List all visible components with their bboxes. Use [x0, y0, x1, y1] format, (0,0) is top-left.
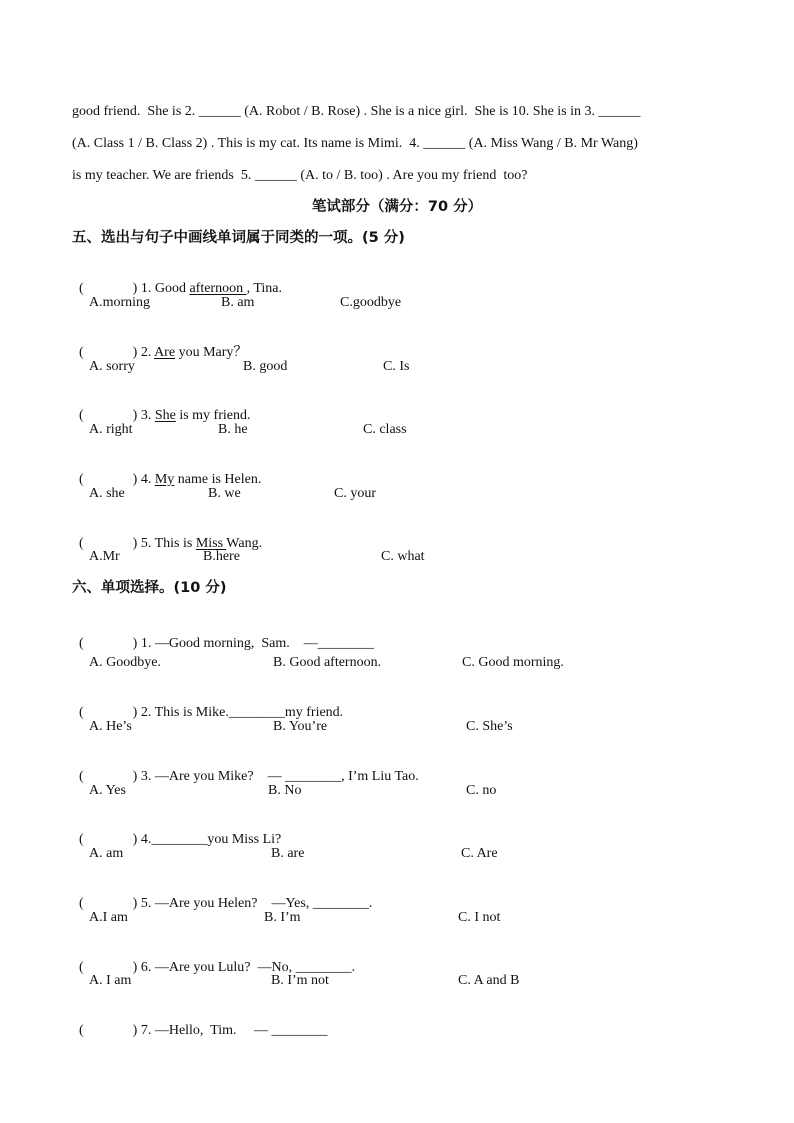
option-b[interactable]: B. good — [243, 359, 288, 374]
question-text: 5. This is — [137, 536, 196, 551]
underlined-word: She — [154, 408, 176, 423]
option-c[interactable]: C. no — [466, 783, 497, 798]
section5-title: 五、选出与句子中画线单词属于同类的一项。(5 分) — [72, 230, 405, 246]
question-row — [72, 617, 374, 653]
question-text: , Tina. — [246, 281, 283, 296]
answer-paren[interactable]: ( ) — [79, 832, 138, 847]
question-row — [72, 389, 250, 425]
passage-line-2: (A. Class 1 / B. Class 2) . This is my cat. Its name is Mimi. 4. ______ (A. Miss Wang / B. Mr Wang) — [72, 136, 638, 151]
answer-paren[interactable]: ( ) — [79, 536, 138, 551]
option-a[interactable]: A.Mr — [89, 549, 120, 564]
question-text: Wang. — [226, 536, 263, 551]
written-section-title: 笔试部分（满分：70 分） — [311, 199, 483, 215]
answer-paren[interactable]: ( ) — [79, 1023, 138, 1038]
option-c[interactable]: C. class — [363, 422, 407, 437]
option-b[interactable]: B.here — [203, 549, 240, 564]
answer-paren[interactable]: ( ) — [79, 896, 138, 911]
question-row — [72, 877, 372, 913]
option-a[interactable]: A. she — [89, 486, 125, 501]
question-text: 3. — [137, 408, 155, 423]
question-text: 1. Good — [137, 281, 190, 296]
answer-paren[interactable]: ( ) — [79, 960, 138, 975]
answer-paren[interactable]: ( ) — [79, 705, 138, 720]
option-a[interactable]: A. am — [89, 846, 124, 861]
underlined-word: Miss — [195, 536, 227, 551]
option-a[interactable]: A. I am — [89, 973, 132, 988]
question-text: 2. This is Mike.________my friend. — [137, 705, 344, 720]
option-b[interactable]: B. I’m not — [271, 973, 329, 988]
option-c[interactable]: C. Is — [383, 359, 410, 374]
underlined-word: My — [154, 472, 175, 487]
option-c[interactable]: C. She’s — [466, 719, 513, 734]
option-c[interactable]: C. I not — [458, 910, 501, 925]
answer-paren[interactable]: ( ) — [79, 769, 138, 784]
option-c[interactable]: C. A and B — [458, 973, 520, 988]
answer-paren[interactable]: ( ) — [79, 281, 138, 296]
question-text: 4. — [137, 472, 155, 487]
question-row — [72, 813, 281, 849]
question-text: 1. —Good morning, Sam. —________ — [137, 636, 374, 651]
question-row — [72, 1004, 328, 1040]
section6-title: 六、单项选择。(10 分) — [72, 580, 227, 596]
option-a[interactable]: A. He’s — [89, 719, 132, 734]
question-row — [72, 686, 343, 722]
option-b[interactable]: B. we — [208, 486, 241, 501]
question-row — [72, 262, 282, 298]
option-c[interactable]: C. Good morning. — [462, 655, 564, 670]
answer-paren[interactable]: ( ) — [79, 408, 138, 423]
option-b[interactable]: B. are — [271, 846, 305, 861]
question-text: 4.________you Miss Li? — [137, 832, 282, 847]
answer-paren[interactable]: ( ) — [79, 345, 138, 360]
question-text: 7. —Hello, Tim. — ________ — [137, 1023, 328, 1038]
option-b[interactable]: B. he — [218, 422, 248, 437]
underlined-word: afternoon — [189, 281, 247, 296]
question-row — [72, 453, 261, 489]
option-b[interactable]: B. You’re — [273, 719, 328, 734]
answer-paren[interactable]: ( ) — [79, 472, 138, 487]
option-a[interactable]: A. right — [89, 422, 133, 437]
option-b[interactable]: B. Good afternoon. — [273, 655, 382, 670]
option-b[interactable]: B. No — [268, 783, 302, 798]
option-a[interactable]: A. sorry — [89, 359, 135, 374]
option-a[interactable]: A.morning — [89, 295, 151, 310]
question-row — [72, 750, 419, 786]
question-row — [72, 326, 247, 362]
question-text: you Mary？ — [175, 345, 248, 360]
passage-line-1: good friend. She is 2. ______ (A. Robot / B. Rose) . She is a nice girl. She is 10. She is in 3. ______ — [72, 104, 641, 119]
option-a[interactable]: A.I am — [89, 910, 128, 925]
underlined-word: Are — [154, 345, 176, 360]
option-c[interactable]: C. Are — [461, 846, 498, 861]
option-a[interactable]: A. Yes — [89, 783, 126, 798]
question-text: 6. —Are you Lulu? —No, ________. — [137, 960, 356, 975]
option-c[interactable]: C.goodbye — [340, 295, 402, 310]
question-text: 2. — [137, 345, 155, 360]
answer-paren[interactable]: ( ) — [79, 636, 138, 651]
option-c[interactable]: C. your — [334, 486, 376, 501]
question-text: name is Helen. — [174, 472, 262, 487]
option-a[interactable]: A. Goodbye. — [89, 655, 161, 670]
question-text: is my friend. — [175, 408, 251, 423]
option-c[interactable]: C. what — [381, 549, 425, 564]
option-b[interactable]: B. I’m — [264, 910, 301, 925]
question-text: 5. —Are you Helen? —Yes, ________. — [137, 896, 373, 911]
question-text: 3. —Are you Mike? — ________, I’m Liu Tao. — [137, 769, 419, 784]
option-b[interactable]: B. am — [221, 295, 255, 310]
passage-line-3: is my teacher. We are friends 5. ______ (A. to / B. too) . Are you my friend too? — [72, 168, 528, 183]
